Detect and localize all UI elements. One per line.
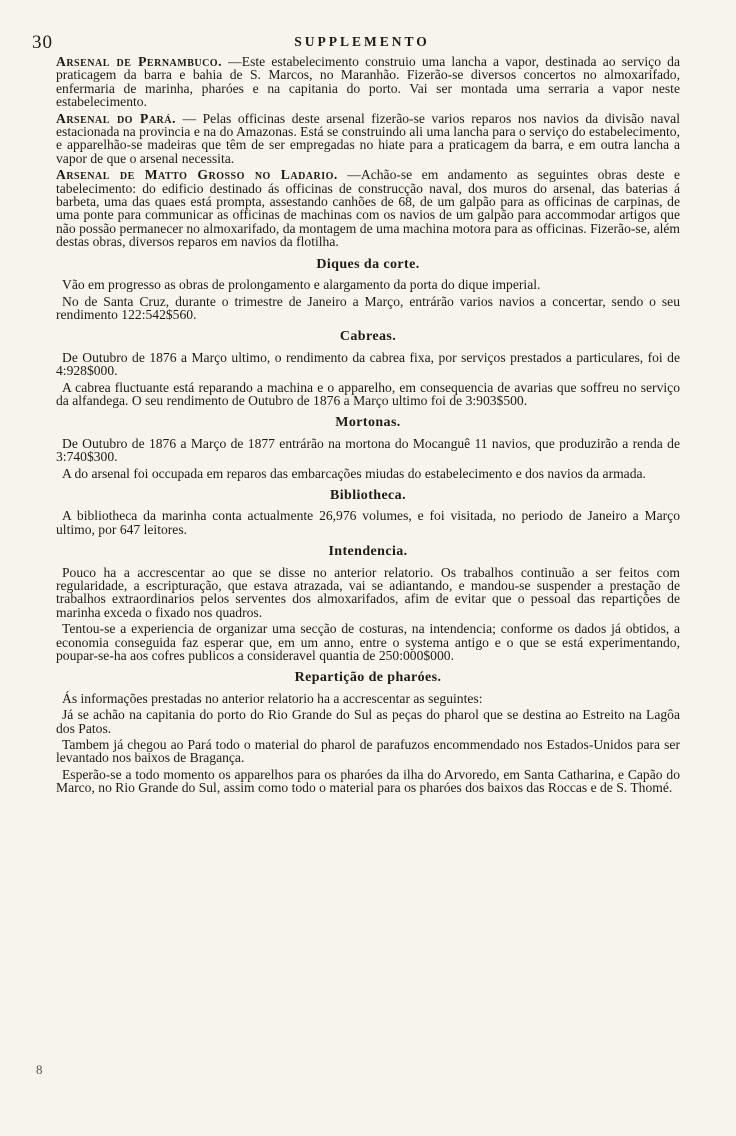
paragraph-text: —Achão-se em andamento as seguintes obras deste e tabelecimento: do edificio destinado ás officinas de construcção naval, dos muros do arsenal, das baterias á barbeta, uma das quaes está prompta, assestando canhões de 68, de um galpão para as officinas de carpinas, de uma ponte para communicar as officinas de machinas com os navios de um galpão para accommodar artigos que não possão permanecer no almoxarifado, da montagem de uma machina motora para as officinas. Fizerão-se, além destas obras, diversos reparos em navios da flotilha. — [56, 167, 680, 250]
paragraph: Ás informações prestadas no anterior relatorio ha a accrescentar as seguintes: — [62, 690, 483, 706]
paragraph: Esperão-se a todo momento os apparelhos para os pharóes da ilha do Arvoredo, em Santa Catharina, e Capão do Marco, no Rio Grande do Sul, assim como todo o material para os pharóes dos baixos das Roccas e de S. Thomé. — [56, 766, 680, 796]
paragraph: Vão em progresso as obras de prolongamento e alargamento da porta do dique imperial. — [62, 277, 541, 293]
arsenal-para-paragraph — [56, 112, 680, 166]
paragraph: De Outubro de 1876 a Março ultimo, o rendimento da cabrea fixa, por serviços prestados a particulares, foi de 4:928$000. — [56, 349, 680, 379]
paragraph-lead: Arsenal de Matto Grosso no Ladario. — [56, 167, 338, 183]
paragraph-text: —Este estabelecimento construio uma lancha a vapor, destinada ao serviço da praticagem da barra e bahia de S. Marcos, no Maranhão. Fizerão-se diversos concertos no almoxarifado, enfermaria de marinha, pharóes e na capitania do porto. Vai ser montada uma serraria a vapor neste estabelecimento. — [56, 54, 681, 110]
paragraph: De Outubro de 1876 a Março de 1877 entrárão na mortona do Mocanguê 11 navios, que produzirão a renda de 3:740$300. — [56, 435, 680, 465]
paragraph: Tentou-se a experiencia de organizar uma secção de costuras, na intendencia; conforme os dados já obtidos, a economia conseguida faz esperar que, em um anno, entre o systema antigo e o que se está experimentando, poupar-se-ha aos cofres publicos a consideravel quantia de 250:000$000. — [56, 621, 680, 664]
section-heading-cabreas: Cabreas. — [339, 329, 397, 345]
paragraph: Pouco ha a accrescentar ao que se disse no anterior relatorio. Os trabalhos continuão a ser feitos com regularidade, a escripturação, que estava atrazada, vai se adiantando, e mandou-se suspender a prestação de trabalhos extraordinarios pelos serventes dos almoxarifados, afim de evitar que o pessoal das repartições de marinha exceda o fixado nos quadros. — [56, 564, 680, 620]
section-heading-diques: Diques da corte. — [316, 256, 420, 272]
paragraph: A cabrea fluctuante está reparando a machina e o apparelho, em consequencia de avarias que soffreu no serviço da alfandega. O seu rendimento de Outubro de 1876 a Março ultimo foi de 3:903$500. — [56, 379, 680, 408]
margin-mark: 8 — [36, 1062, 43, 1077]
paragraph: A do arsenal foi occupada em reparos das embarcações miudas do estabelecimento e dos navios da armada. — [62, 465, 646, 481]
arsenal-pernambuco-paragraph — [56, 55, 680, 109]
page-body — [56, 55, 680, 798]
page-number: 30 — [32, 32, 53, 53]
section-heading-mortonas: Mortonas. — [335, 415, 401, 431]
paragraph-text: — Pelas officinas deste arsenal fizerão-se varios reparos nos navios da divisão naval estacionada na provincia e na do Amazonas. Está se construindo ali uma lancha para o serviço do estabelecimento, e apparelhão-se madeiras que têm de ser empregadas no hiate para a praticagem da barra, e em outra lancha a vapor de que o arsenal necessita. — [56, 110, 680, 166]
paragraph: Já se achão na capitania do porto do Rio Grande do Sul as peças do pharol que se destina ao Estreito na Lagôa dos Patos. — [56, 707, 680, 736]
section-heading-pharoes: Repartição de pharóes. — [294, 670, 442, 686]
paragraph: No de Santa Cruz, durante o trimestre de Janeiro a Março, entrárão varios navios a concertar, sendo o seu rendimento 122:542$560. — [56, 293, 680, 322]
paragraph-lead: Arsenal do Pará. — [56, 110, 176, 126]
paragraph-lead: Arsenal de Pernambuco. — [56, 54, 222, 69]
section-heading-intendencia: Intendencia. — [328, 544, 408, 560]
paragraph: Tambem já chegou ao Pará todo o material do pharol de parafuzos encommendado nos Estados-Unidos para ser levantado nos baixos de Bragança. — [56, 737, 680, 766]
page-header — [32, 32, 692, 52]
arsenal-matto-grosso-paragraph — [56, 168, 680, 248]
section-heading-bibliotheca: Bibliotheca. — [330, 487, 406, 503]
running-title: SUPPLEMENTO — [294, 34, 430, 49]
paragraph: A bibliotheca da marinha conta actualmente 26,976 volumes, e foi visitada, no periodo de Janeiro a Março ultimo, por 647 leitores. — [56, 508, 680, 537]
